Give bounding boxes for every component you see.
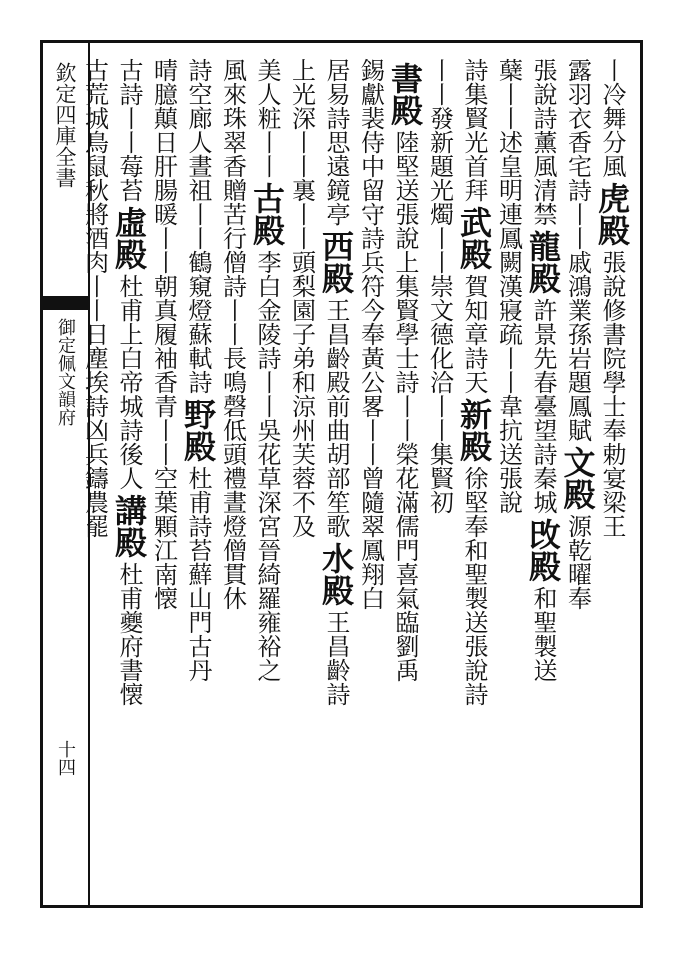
entry-heading: 野殿: [179, 398, 217, 462]
entry-text: 錫獻裴侍中留守詩兵符今奉黃公畧丨丨曾隨翠鳳翔白: [356, 58, 385, 610]
text-column: [455, 58, 493, 706]
text-column: [110, 58, 148, 706]
entry-heading: 西殿: [317, 230, 355, 294]
bottom-border: [40, 905, 640, 908]
entry-text: 王昌齡殿前曲胡部笙歌: [322, 298, 350, 538]
text-column: [248, 58, 286, 682]
margin-subtitle: 御定佩文韻府: [55, 318, 76, 426]
top-border: [40, 40, 640, 43]
text-column: [355, 58, 387, 610]
entry-text: 連鳳闕漢寢疏丨丨: [494, 202, 523, 394]
text-column: [424, 58, 456, 514]
entry-text: 居易詩思遠鏡亭: [322, 58, 350, 226]
entry-heading: 古殿: [248, 182, 286, 246]
text-column: [493, 58, 525, 514]
entry-text: 陸堅送張說上集賢學士詩丨丨榮花滿儒門喜氣臨劉禹: [391, 130, 419, 682]
entry-text: 光燭丨丨: [425, 178, 454, 274]
entry-text: 將酒肉丨丨日塵埃: [80, 202, 109, 394]
entry-heading: 水殿: [317, 542, 355, 606]
entry-text: 詩空廊人晝祖丨丨鶴窺燈蘇軾詩: [184, 58, 212, 394]
entry-text: 杜甫詩苔蘚山門古丹: [184, 466, 212, 682]
entry-text: 韋抗送張說: [494, 394, 523, 514]
entry-text: 賀知章詩天: [460, 274, 488, 394]
entry-text: 美人粧丨丨: [253, 58, 281, 178]
entry-text: 古荒城鳥鼠秋: [80, 58, 109, 202]
text-column: [386, 58, 424, 682]
entry-text: 徐堅奉和聖製送張說詩: [460, 466, 488, 706]
entry-heading: 書殿: [386, 62, 424, 126]
right-border: [640, 40, 643, 908]
entry-text: 源乾曜奉: [563, 514, 592, 610]
entry-text: 杜甫上白帝城詩後人: [115, 274, 143, 490]
text-column: [558, 58, 597, 610]
entry-text: 晴臆㒹日肝腸暖丨丨朝真履袖香: [149, 58, 178, 394]
entry-text: 上光深丨丨裏: [287, 58, 316, 202]
entry-heading: 新殿: [455, 398, 493, 462]
text-column: [524, 58, 562, 682]
entry-text: 丨冷舞分風: [598, 58, 626, 178]
entry-text: 青丨丨空葉顆江南懐: [149, 394, 178, 610]
text-column: [148, 58, 180, 610]
entry-text: 張說修書院學士奉勅宴梁王: [598, 250, 626, 538]
entry-heading: 虎殿: [593, 182, 631, 246]
entry-text: 蘖丨丨述皇明: [494, 58, 523, 202]
margin-title: 欽定四庫全書: [53, 62, 77, 188]
entry-text: 贈苦行僧詩丨丨長鳴磬低頭禮晝燈僧貫休: [218, 178, 247, 610]
entry-heading: 講殿: [110, 494, 148, 558]
entry-text: 詩凶兵鑄農罷: [80, 394, 109, 538]
entry-heading: 文殿: [558, 446, 597, 510]
entry-heading: 虛殿: [110, 206, 148, 270]
text-column: [286, 58, 318, 538]
entry-text: 丨丨發新題: [425, 58, 454, 178]
entry-text: 張說詩薰風清禁: [529, 58, 557, 226]
text-column: [79, 58, 111, 538]
entry-text: 和聖製送: [529, 586, 557, 682]
entry-heading: 攺殿: [524, 518, 562, 582]
text-column: [317, 58, 355, 706]
text-column: [593, 58, 631, 538]
page-number: 十四: [55, 740, 76, 776]
entry-text: 詩集賢光首拜: [460, 58, 488, 202]
entry-text: 丨丨頭梨園子弟和涼州: [287, 202, 316, 442]
entry-text: 李白金陵詩丨丨吳花草深宮晉綺羅雍裕之: [253, 250, 281, 682]
text-column: [217, 58, 249, 610]
entry-text: 露羽衣香: [563, 58, 592, 154]
entry-text: 杜甫夔府書懐: [115, 562, 143, 706]
entry-text: 宅詩丨丨戚鴻業孫岩題鳳賦: [563, 154, 592, 442]
text-column: [179, 58, 217, 682]
entry-heading: 武殿: [455, 206, 493, 270]
entry-text: 王昌齡詩: [322, 610, 350, 706]
left-border: [40, 40, 43, 908]
entry-text: 古詩丨丨莓苔: [115, 58, 143, 202]
entry-heading: 龍殿: [524, 230, 562, 294]
entry-text: 崇文德化洽丨丨集賢初: [425, 274, 454, 514]
entry-text: 芙蓉不及: [287, 442, 316, 538]
entry-text: 風來珠翠香: [218, 58, 247, 178]
entry-text: 許景先春臺望詩秦城: [529, 298, 557, 514]
